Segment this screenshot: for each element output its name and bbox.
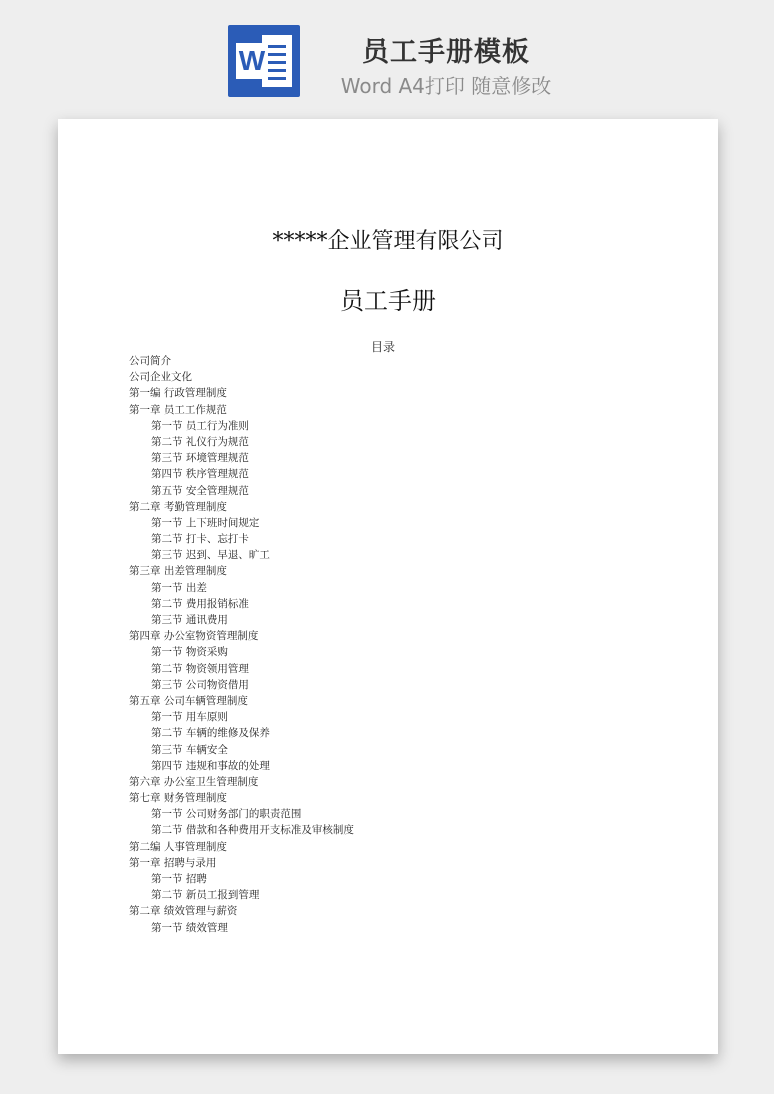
toc-heading: 目录 (370, 340, 395, 354)
company-name: *****企业管理有限公司 (272, 229, 504, 254)
toc-section-entry: 第三节 迟到、早退、旷工 (151, 549, 270, 562)
watermark: ​ (91, 430, 105, 456)
word-icon-letter: W (236, 43, 268, 79)
toc-section-entry: 第二节 车辆的维修及保养 (151, 727, 270, 740)
toc-section-entry: 第三节 环境管理规范 (151, 452, 249, 465)
document-page (58, 119, 718, 1054)
toc-section-entry: 第二节 费用报销标准 (151, 597, 249, 610)
toc-section-entry: 第一节 公司财务部门的职责范围 (151, 808, 302, 821)
document-title: 员工手册 (340, 287, 436, 315)
toc-section-entry: 第一节 出差 (151, 581, 207, 594)
toc-chapter-entry: 第二编 人事管理制度 (129, 840, 227, 853)
toc-chapter-entry: 第七章 财务管理制度 (129, 792, 227, 805)
toc-section-entry: 第二节 借款和各种费用开支标准及审核制度 (151, 824, 354, 837)
toc-section-entry: 第一节 上下班时间规定 (151, 516, 260, 529)
toc-section-entry: 第二节 新员工报到管理 (151, 889, 260, 902)
toc-chapter-entry: 第二章 绩效管理与薪资 (129, 905, 238, 918)
toc-section-entry: 第二节 礼仪行为规范 (151, 435, 249, 448)
toc-chapter-entry: 第五章 公司车辆管理制度 (129, 694, 248, 707)
toc-section-entry: 第一节 用车原则 (151, 711, 228, 724)
template-header (0, 0, 774, 110)
toc-section-entry: 第四节 秩序管理规范 (151, 468, 249, 481)
toc-section-entry: 第四节 违规和事故的处理 (151, 759, 270, 772)
toc-section-entry: 第二节 打卡、忘打卡 (151, 533, 249, 546)
toc-section-entry: 第五节 安全管理规范 (151, 484, 249, 497)
toc-chapter-entry: 第一章 员工工作规范 (129, 403, 227, 416)
word-document-icon (228, 25, 300, 97)
toc-chapter-entry: 第六章 办公室卫生管理制度 (129, 775, 259, 788)
page-subtitle: Word A4打印 随意修改 (340, 74, 552, 98)
toc-chapter-entry: 第一编 行政管理制度 (129, 387, 227, 400)
toc-chapter-entry: 公司简介 (129, 355, 171, 367)
toc-chapter-entry: 公司企业文化 (129, 371, 192, 384)
toc-chapter-entry: 第四章 办公室物资管理制度 (129, 630, 259, 643)
toc-section-entry: 第一节 招聘 (151, 873, 207, 885)
table-of-contents (129, 353, 689, 936)
toc-section-entry: 第一节 绩效管理 (151, 921, 228, 934)
toc-section-entry: 第一节 物资采购 (151, 646, 228, 659)
toc-section-entry: 第三节 通讯费用 (151, 614, 228, 626)
toc-section-entry: 第一节 员工行为准则 (151, 419, 249, 432)
toc-chapter-entry: 第二章 考勤管理制度 (129, 500, 227, 513)
toc-chapter-entry: 第一章 招聘与录用 (129, 856, 217, 869)
toc-section-entry: 第三节 公司物资借用 (151, 678, 249, 691)
toc-section-entry: 第三节 车辆安全 (151, 743, 228, 756)
toc-chapter-entry: 第三章 出差管理制度 (129, 565, 227, 578)
toc-section-entry: 第二节 物资领用管理 (151, 662, 249, 675)
page-title: 员工手册模板 (362, 37, 530, 68)
